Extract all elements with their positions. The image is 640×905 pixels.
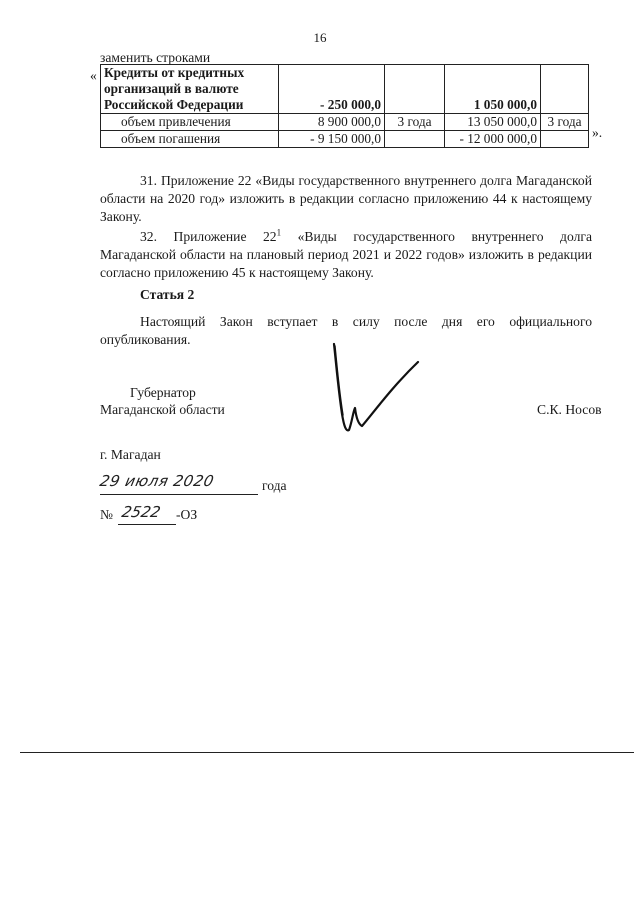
row-value-1: - 250 000,0 [279,65,385,114]
paragraph-32 [100,228,592,282]
city: г. Магадан [100,447,161,462]
quote-close: ». [592,125,603,140]
row-name: объем привлечения [101,114,279,131]
table-row [101,114,589,131]
row-term-2: 3 года [541,114,589,131]
row-name: Кредиты от кредитных организаций в валюте Российской Федерации [101,65,279,114]
handwritten-date: 29 июля 2020 [98,472,216,490]
row-term-2 [541,131,589,148]
law-text: Настоящий Закон вступает в силу после дня его официального опубликования. [100,314,592,347]
row-value-1: 8 900 000,0 [279,114,385,131]
superscript: 1 [276,227,282,238]
governor-name: С.К. Носов [537,402,602,417]
table-row [101,131,589,148]
intro-text: заменить строками [100,50,211,65]
paragraph-32-start: 32. Приложение 22 [140,229,277,244]
row-value-2: 13 050 000,0 [445,114,541,131]
governor-region: Магаданской области [100,402,225,417]
row-value-2: - 12 000 000,0 [445,131,541,148]
handwritten-number: 2522 [120,503,163,521]
row-term-1 [385,131,445,148]
date-suffix: года [262,478,287,493]
row-term-2 [541,65,589,114]
paragraph-31: 31. Приложение 22 «Виды государственного внутреннего долга Магаданской области на 2020 год» изложить в редакции согласно приложению 44 к настоящему Закону. [100,173,592,224]
row-term-1 [385,65,445,114]
credit-table [100,64,589,148]
article-title: Статья 2 [140,287,195,302]
paragraph-32-rest: «Виды государственного внутреннего долга Магаданской области на плановый период 2021 и 2022 годов» изложить в редакции согласно приложению 45 к настоящему Закону. [100,229,592,280]
number-sign: № [100,507,113,522]
quote-open: « [90,68,97,83]
signature-icon [322,342,422,437]
governor-title: Губернатор [130,385,196,400]
row-name: объем погашения [101,131,279,148]
footer-divider [20,752,634,753]
row-value-1: - 9 150 000,0 [279,131,385,148]
page-number: 16 [313,30,327,45]
number-suffix: -ОЗ [176,507,198,522]
row-value-2: 1 050 000,0 [445,65,541,114]
row-term-1: 3 года [385,114,445,131]
table-row [101,65,589,114]
